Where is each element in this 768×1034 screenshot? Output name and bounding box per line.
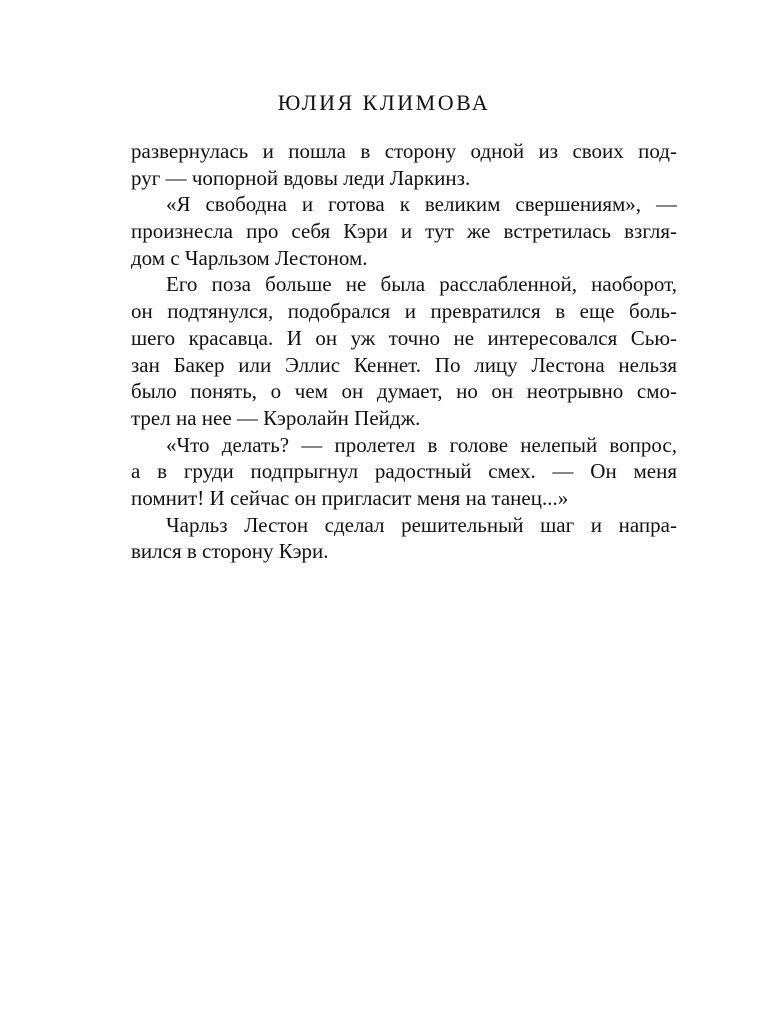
running-header-author: ЮЛИЯ КЛИМОВА xyxy=(277,90,491,115)
text-line: трел на нее — Кэролайн Пейдж. xyxy=(131,405,421,430)
text-line: «Я свободна и готова к великим свершениям», — xyxy=(166,192,677,217)
text-line: вился в сторону Кэри. xyxy=(131,539,329,564)
text-line: развернулась и пошла в сторону одной из своих под- xyxy=(131,139,677,163)
text-line: Его поза больше не была расслабленной, наоборот, xyxy=(166,272,677,297)
text-line: руг — чопорной вдовы леди Ларкинз. xyxy=(131,165,471,190)
text-line: «Что делать? — пролетел в голове нелепый вопрос, xyxy=(166,432,677,457)
body-text xyxy=(131,138,677,565)
text-line: а в груди подпрыгнул радостный смех. — Он меня xyxy=(131,459,677,484)
text-line: зан Бакер или Эллис Кеннет. По лицу Лестона нельзя xyxy=(131,352,677,377)
text-line: было понять, о чем он думает, но он неотрывно смо- xyxy=(131,379,677,404)
text-line: дом с Чарльзом Лестоном. xyxy=(131,245,368,270)
text-line: он подтянулся, подобрался и превратился в еще боль- xyxy=(131,299,677,324)
text-line: Чарльз Лестон сделал решительный шаг и напра- xyxy=(166,512,677,537)
text-line: помнит! И сейчас он пригласит меня на танец...» xyxy=(131,485,569,510)
text-line: произнесла про себя Кэри и тут же встретилась взгля- xyxy=(131,219,677,244)
text-line: шего красавца. И он уж точно не интересовался Сью- xyxy=(131,325,677,350)
